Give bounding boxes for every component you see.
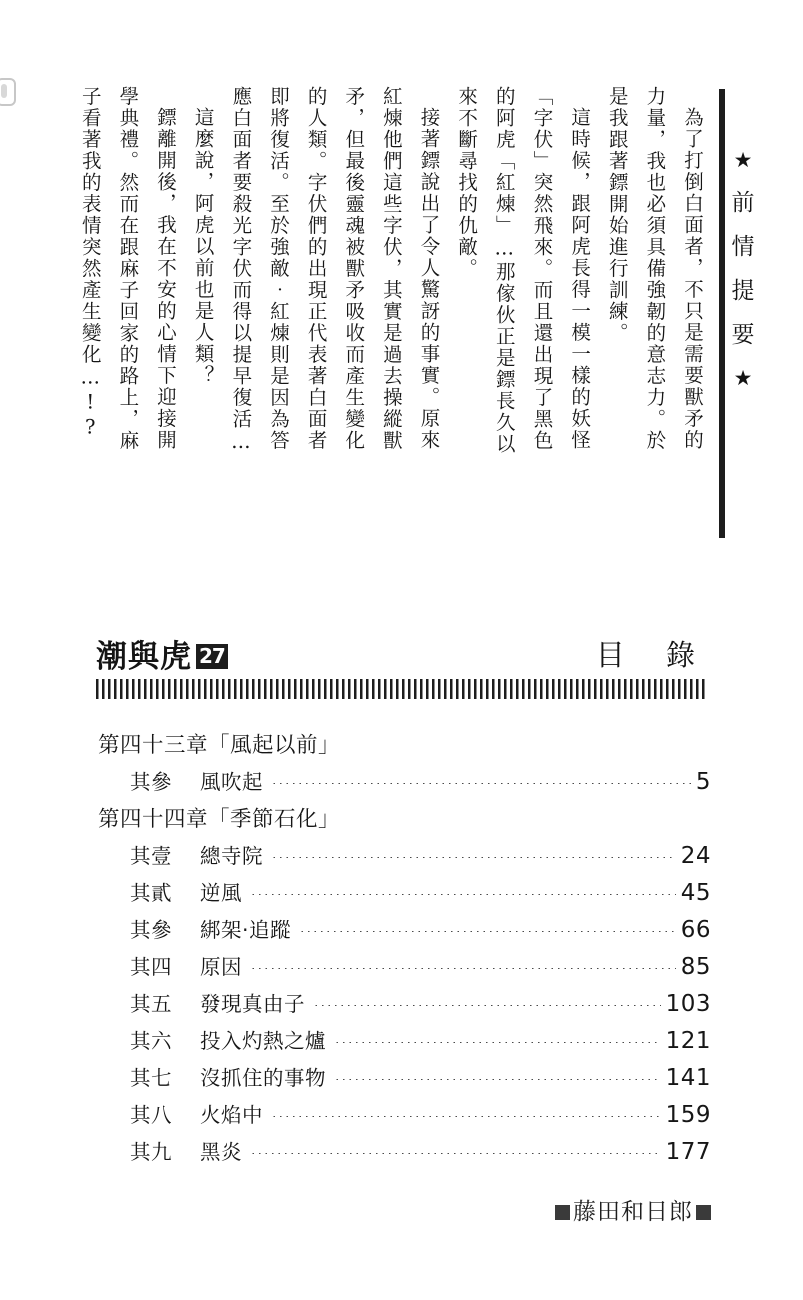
toc-row[interactable] — [98, 912, 711, 949]
toc-section-title: 投入灼熱之爐 — [200, 1029, 326, 1053]
square-marker-left — [555, 1205, 570, 1220]
toc-label: 目 錄 — [595, 638, 711, 672]
toc-row[interactable] — [98, 838, 711, 875]
story-column: 來不斷尋找的仇敵。 — [455, 86, 479, 280]
story-column: 為了打倒白面者，不只是需要獸矛的 — [681, 107, 704, 451]
leader-dots — [271, 783, 691, 784]
table-of-contents-section — [0, 625, 803, 1226]
toc-page-number: 66 — [680, 917, 711, 943]
toc-row[interactable] — [98, 1097, 711, 1134]
toc-section-title: 風吹起 — [200, 770, 263, 794]
toc-page-number: 103 — [665, 991, 711, 1017]
author-byline — [0, 1193, 711, 1226]
leader-dots — [250, 968, 676, 969]
toc-section-title: 黑炎 — [200, 1140, 242, 1164]
toc-section-title: 原因 — [200, 955, 242, 979]
story-column: 這時候，跟阿虎長得一模一樣的妖怪 — [568, 107, 592, 451]
toc-page-number: 24 — [680, 843, 711, 869]
story-column: 紅煉他們這些字伏，其實是過去操縱獸 — [379, 86, 403, 452]
toc-section-number: 其參 — [130, 918, 172, 942]
leader-dots — [299, 931, 676, 932]
toc-row[interactable] — [98, 1134, 711, 1171]
toc-row[interactable] — [98, 949, 711, 986]
story-column: 的人類。字伏們的出現正代表著白面者 — [304, 86, 328, 452]
leader-dots — [250, 894, 676, 895]
toc-section-number: 其八 — [130, 1103, 172, 1127]
toc-section-number: 其壹 — [130, 844, 172, 868]
toc-row[interactable] — [98, 1060, 711, 1097]
toc-section-number: 其六 — [130, 1029, 172, 1053]
story-summary-columns — [62, 86, 702, 538]
star-icon-bottom: ★ — [733, 366, 753, 390]
toc-section-title: 逆風 — [200, 881, 242, 905]
story-column: 鏢離開後，我在不安的心情下迎接開 — [154, 107, 178, 451]
heading-char-1: 前 — [731, 190, 755, 216]
chapter-heading: 第四十四章「季節石化」 — [98, 807, 341, 832]
chapter-heading: 第四十三章「風起以前」 — [98, 733, 341, 758]
toc-page-number: 5 — [695, 769, 711, 795]
toc-entry-list — [98, 727, 711, 1171]
toc-section-title: 沒抓住的事物 — [200, 1066, 326, 1090]
story-column: 是我跟著鏢開始進行訓練。 — [605, 86, 629, 344]
toc-section-number: 其七 — [130, 1066, 172, 1090]
hatched-divider — [96, 679, 707, 699]
toc-row[interactable] — [98, 1023, 711, 1060]
heading-char-4: 要 — [731, 322, 755, 348]
toc-page-number: 141 — [665, 1065, 711, 1091]
toc-row[interactable] — [98, 764, 711, 801]
star-icon-top: ★ — [733, 148, 753, 172]
toc-section-title: 發現真由子 — [200, 992, 305, 1016]
story-column: 這麼說，阿虎以前也是人類？ — [191, 107, 215, 387]
toc-section-title: 總寺院 — [200, 844, 263, 868]
toc-section-number: 其貳 — [130, 881, 172, 905]
leader-dots — [271, 857, 676, 858]
toc-page-number: 85 — [680, 954, 711, 980]
volume-number-badge: 27 — [196, 644, 228, 669]
heading-char-2: 情 — [731, 234, 755, 260]
square-marker-right — [696, 1205, 711, 1220]
author-name: 藤田和日郎 — [573, 1199, 693, 1225]
story-column: 的阿虎「紅煉」…那傢伙正是鏢長久以 — [492, 86, 516, 455]
story-column: 應白面者要殺光字伏而得以提早復活… — [229, 86, 253, 455]
toc-section-number: 其五 — [130, 992, 172, 1016]
toc-section-number: 其四 — [130, 955, 172, 979]
leader-dots — [334, 1079, 661, 1080]
story-summary-section — [0, 0, 803, 600]
toc-page-number: 121 — [665, 1028, 711, 1054]
vertical-divider-rule — [719, 89, 725, 538]
story-column: 矛，但最後靈魂被獸矛吸收而產生變化 — [342, 86, 366, 452]
toc-header — [96, 625, 711, 673]
story-column: 學典禮。然而在跟麻子回家的路上，麻 — [116, 86, 140, 452]
heading-char-3: 提 — [731, 278, 755, 304]
book-title-text: 潮與虎 — [96, 639, 192, 675]
toc-section-number: 其參 — [130, 770, 172, 794]
toc-page-number: 45 — [680, 880, 711, 906]
toc-section-title: 綁架‧追蹤 — [200, 918, 292, 942]
leader-dots — [313, 1005, 661, 1006]
book-title — [96, 631, 228, 676]
story-column: 力量，我也必須具備強韌的意志力。於 — [643, 86, 667, 452]
toc-section-number: 其九 — [130, 1140, 172, 1164]
leader-dots — [250, 1153, 661, 1154]
toc-row[interactable] — [98, 986, 711, 1023]
story-column: 「字伏」突然飛來。而且還出現了黑色 — [530, 86, 554, 452]
story-column: 即將復活。至於強敵‧紅煉則是因為答 — [266, 86, 290, 452]
toc-page-number: 177 — [665, 1139, 711, 1165]
toc-row[interactable] — [98, 875, 711, 912]
toc-page-number: 159 — [665, 1102, 711, 1128]
leader-dots — [271, 1116, 661, 1117]
toc-section-title: 火焰中 — [200, 1103, 263, 1127]
story-column: 子看著我的表情突然產生變化…!? — [78, 86, 102, 441]
story-column: 接著鏢說出了令人驚訝的事實。原來 — [417, 107, 441, 451]
leader-dots — [334, 1042, 661, 1043]
